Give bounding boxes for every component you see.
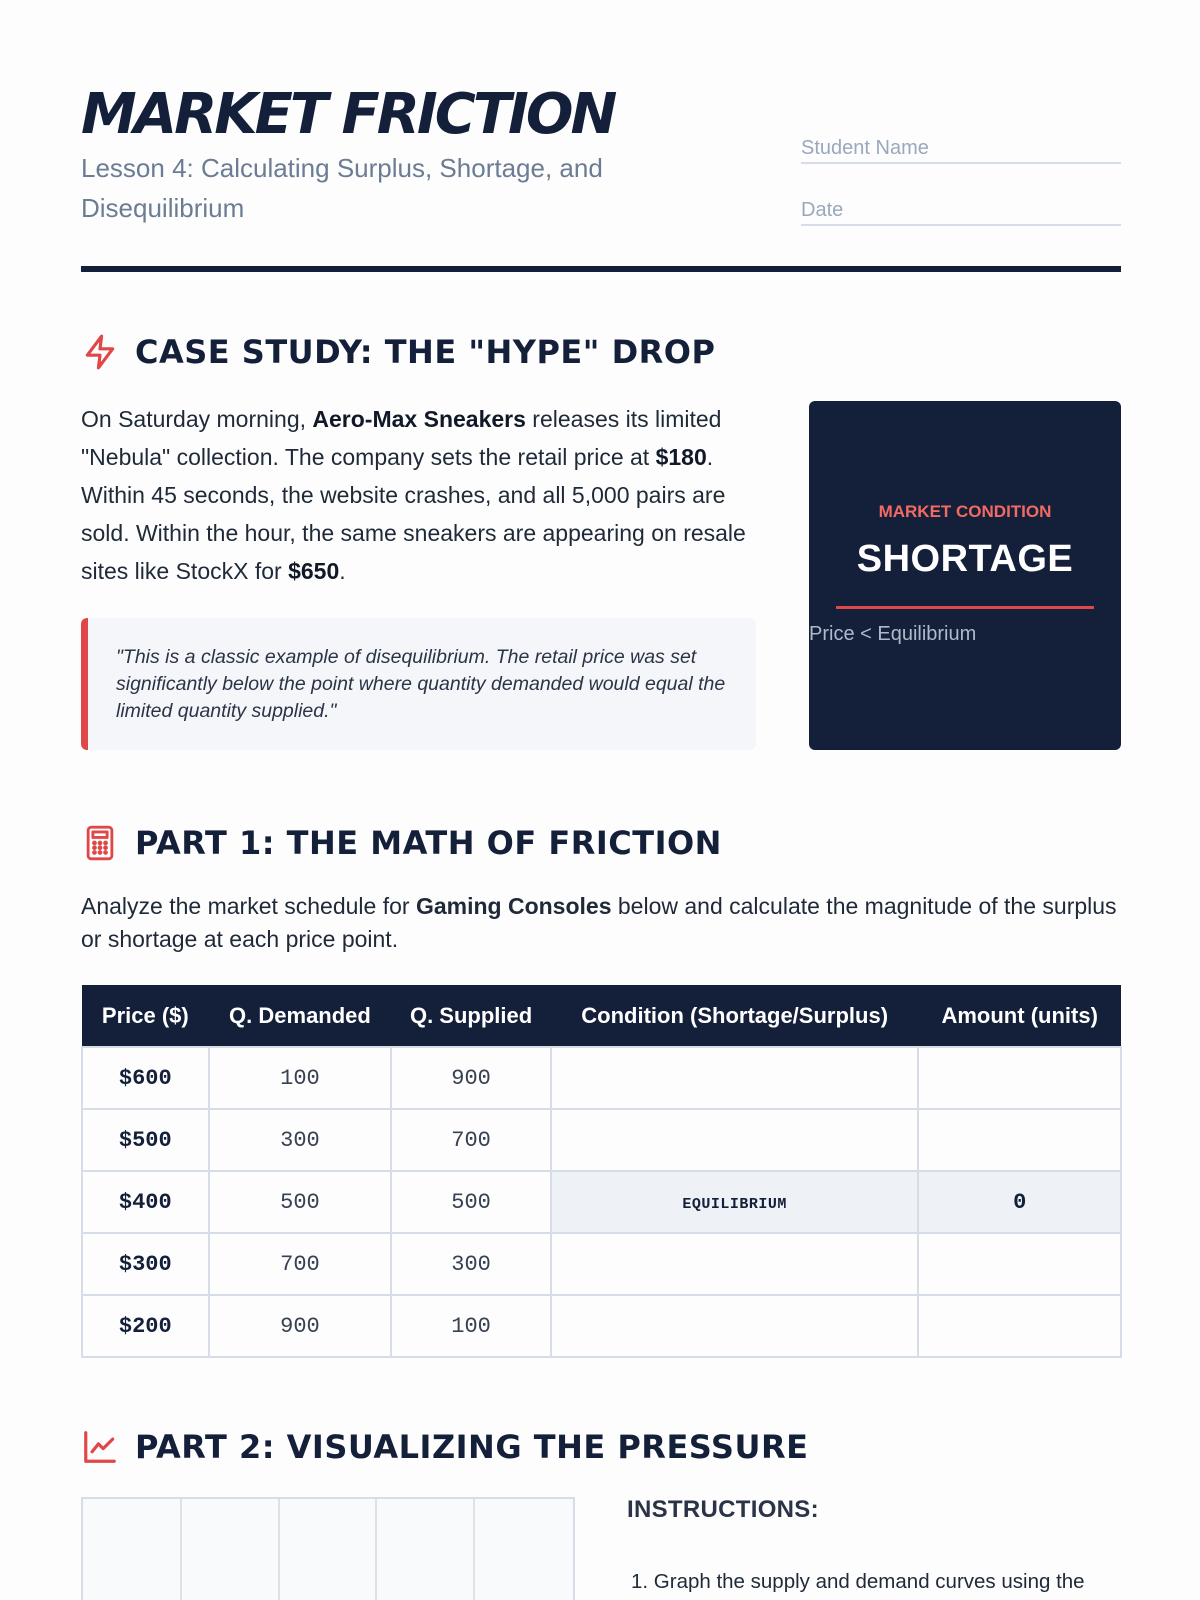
part2-title: PART 2: VISUALIZING THE PRESSURE — [135, 1428, 809, 1466]
retail-price: $180 — [655, 444, 707, 470]
market-condition-label: MARKET CONDITION — [878, 502, 1052, 521]
table-row — [82, 1047, 1121, 1109]
price-cell: $500 — [82, 1109, 209, 1171]
quantity-demanded-cell: 100 — [209, 1047, 392, 1109]
header-divider — [81, 266, 1121, 272]
case-text-part: . — [339, 558, 346, 584]
condition-answer-cell[interactable] — [551, 1047, 918, 1109]
table-row — [82, 1109, 1121, 1171]
condition-text: EQUILIBRIUM — [682, 1195, 787, 1213]
case-study-quote: "This is a classic example of disequilibrium. The retail price was set significantly below the point where quantity demanded would equal the limited quantity supplied." — [81, 618, 756, 750]
date-field[interactable]: Date — [801, 196, 1121, 226]
grid-line — [180, 1499, 182, 1600]
quantity-supplied-cell: 700 — [391, 1109, 551, 1171]
market-condition-value: SHORTAGE — [856, 538, 1074, 580]
grid-line — [375, 1499, 377, 1600]
market-condition-card — [809, 401, 1121, 750]
price-cell: $400 — [82, 1171, 209, 1233]
price-cell: $300 — [82, 1233, 209, 1295]
table-row — [82, 1295, 1121, 1357]
table-header-row — [82, 985, 1121, 1047]
condition-answer-cell[interactable] — [551, 1295, 918, 1357]
quantity-demanded-cell: 500 — [209, 1171, 392, 1233]
worksheet-header — [81, 80, 1121, 276]
grid-line — [278, 1499, 280, 1600]
quantity-supplied-cell: 300 — [391, 1233, 551, 1295]
market-condition-note: Price < Equilibrium — [809, 623, 977, 645]
condition-answer-cell[interactable] — [551, 1233, 918, 1295]
column-header: Amount (units) — [918, 985, 1121, 1047]
condition-example-cell — [551, 1171, 918, 1233]
amount-answer-cell[interactable] — [918, 1109, 1121, 1171]
case-study-heading — [81, 330, 715, 374]
part1-title: PART 1: THE MATH OF FRICTION — [135, 824, 722, 862]
column-header: Q. Supplied — [391, 985, 551, 1047]
calculator-icon — [81, 824, 119, 862]
quantity-supplied-cell: 100 — [391, 1295, 551, 1357]
quantity-supplied-cell: 900 — [391, 1047, 551, 1109]
amount-answer-cell[interactable] — [918, 1233, 1121, 1295]
instruction-item: 1. Graph the supply and demand curves using the — [631, 1570, 1085, 1593]
quantity-demanded-cell: 300 — [209, 1109, 392, 1171]
worksheet-title: MARKET FRICTION — [81, 82, 615, 147]
amount-answer-cell[interactable] — [918, 1047, 1121, 1109]
intro-text-part: Analyze the market schedule for — [81, 893, 416, 919]
intro-text-part: below and calculate the magnitude of the surplus or shortage at each price point. — [81, 893, 1117, 952]
line-chart-icon — [81, 1428, 119, 1466]
grid-line — [473, 1499, 475, 1600]
intro-product: Gaming Consoles — [415, 893, 612, 919]
column-header: Price ($) — [82, 985, 209, 1047]
part1-intro — [81, 890, 1131, 956]
condition-answer-cell[interactable] — [551, 1109, 918, 1171]
column-header: Q. Demanded — [209, 985, 392, 1047]
amount-example-cell: 0 — [918, 1171, 1121, 1233]
amount-answer-cell[interactable] — [918, 1295, 1121, 1357]
brand-name: Aero-Max Sneakers — [312, 406, 526, 432]
lightning-icon — [81, 333, 119, 371]
graph-grid[interactable] — [81, 1497, 575, 1600]
price-cell: $200 — [82, 1295, 209, 1357]
case-text-part: . Within 45 seconds, the website crashes, and all 5,000 pairs are sold. Within the hour, the same sneakers are appearing on resale sites like StockX for — [81, 444, 746, 584]
table-row — [82, 1233, 1121, 1295]
case-text-part: On Saturday morning, — [81, 406, 313, 432]
instructions-title: INSTRUCTIONS: — [627, 1496, 819, 1523]
quantity-demanded-cell: 900 — [209, 1295, 392, 1357]
student-name-field[interactable]: Student Name — [801, 134, 1121, 164]
quantity-demanded-cell: 700 — [209, 1233, 392, 1295]
column-header: Condition (Shortage/Surplus) — [551, 985, 918, 1047]
worksheet-subtitle: Lesson 4: Calculating Surplus, Shortage, and Disequilibrium — [81, 153, 603, 223]
price-cell: $600 — [82, 1047, 209, 1109]
card-divider — [836, 606, 1094, 609]
table-row — [82, 1171, 1121, 1233]
market-schedule-table — [81, 985, 1122, 1358]
case-study-text — [81, 400, 761, 590]
case-text-part: releases its limited "Nebula" collection. The company sets the retail price at — [81, 406, 722, 470]
part2-heading — [81, 1425, 808, 1469]
part1-heading — [81, 821, 722, 865]
resale-price: $650 — [288, 558, 340, 584]
case-study-title: CASE STUDY: THE "HYPE" DROP — [135, 333, 716, 371]
quantity-supplied-cell: 500 — [391, 1171, 551, 1233]
